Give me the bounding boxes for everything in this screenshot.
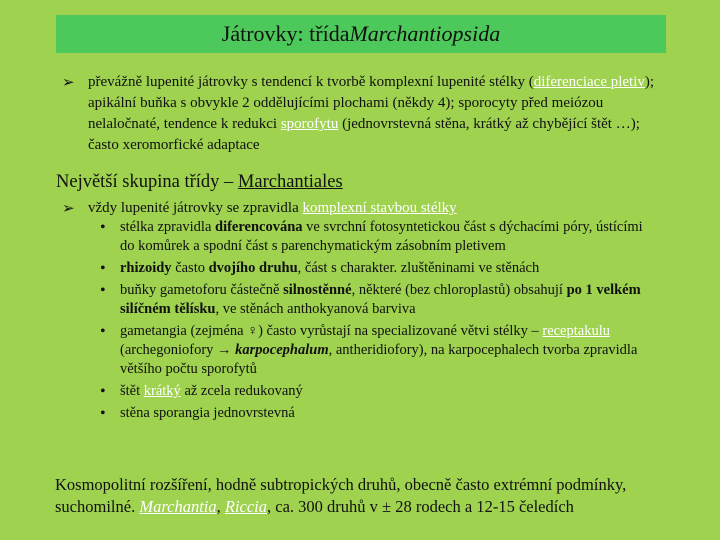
footer-paragraph (55, 474, 667, 518)
intro-text-3: (jednovrstevná stěna, krátký až chybějící štět …); často xeromorfické adaptace (88, 116, 640, 153)
lead-text: vždy lupenité játrovky se zpravidla (88, 200, 303, 216)
item-text: , ve stěnách anthokyanová barviva (215, 301, 416, 317)
item-bold: dvojího druhu (208, 260, 298, 276)
link-komplexni-stavbou-stelky[interactable]: komplexní stavbou stélky (302, 200, 457, 216)
link-marchantia[interactable]: Marchantia (139, 497, 217, 516)
footer-text-1: Kosmopolitní rozšíření, hodně subtropických druhů, obecně často extrémní podmínky, suchomilné. (55, 475, 627, 516)
item-text: ve svrchní fotosyntetickou část s dýchacími póry, ústícími do komůrek a spodní část s parenchymatickým zásobním pletivem (120, 219, 643, 254)
list-item (100, 322, 660, 379)
link-riccia[interactable]: Riccia (224, 497, 268, 516)
item-bold: diferencována (215, 219, 303, 235)
link-diferenciace-pletiv[interactable]: diferenciace pletiv (533, 74, 645, 90)
arrow-bullet-icon: ➢ (62, 201, 75, 217)
list-item (100, 218, 660, 256)
list-item (100, 382, 660, 401)
item-text: až zcela redukovaný (180, 383, 303, 399)
item-text: , některé (bez chloroplastů) obsahují (351, 282, 567, 298)
link-receptakulu[interactable]: receptakulu (542, 323, 610, 339)
item-text: (archegoniofory → (120, 342, 236, 358)
intro-paragraph (88, 72, 668, 156)
section-heading-text: Největší skupina třídy – (56, 172, 238, 192)
lead-line (88, 198, 668, 219)
footer-text-2: , ca. 300 druhů v ± 28 rodech a 12-15 čeledích (267, 497, 574, 516)
intro-text-1: převážně lupenité játrovky s tendencí k tvorbě komplexní lupenité stélky ( (88, 74, 534, 90)
footer-sep: , (216, 497, 225, 516)
item-text: , část s charakter. zluštěninami ve stěnách (297, 260, 540, 276)
title-prefix: Játrovky: třída (221, 21, 350, 46)
item-bold: silnostěnné (283, 282, 352, 298)
item-bold-italic: karpocephalum (235, 342, 329, 358)
link-sporofytu[interactable]: sporofytu (280, 116, 339, 132)
section-heading-underlined: Marchantiales (237, 172, 343, 192)
intro-text-2: ); apikální buňka s obvykle 2 oddělujícími plochami (někdy 4); sporocyty před meiózou nelaločnaté, tendence k redukci (88, 74, 655, 132)
item-bold: rhizoidy (120, 260, 172, 276)
item-text: gametangia (zejména ♀) často vyrůstají na specializované větvi stélky – (120, 323, 543, 339)
link-kratky[interactable]: krátký (143, 383, 181, 399)
item-text: stélka zpravidla (120, 219, 216, 235)
item-text: , antheridiofory), na karpocephalech tvorba zpravidla většího počtu sporofytů (120, 342, 638, 377)
item-bold: po 1 velkém silíčném tělísku (120, 282, 641, 317)
feature-list (100, 218, 660, 426)
item-text: stěna sporangia jednovrstevná (120, 405, 295, 421)
list-item (100, 281, 660, 319)
section-heading (56, 172, 343, 193)
item-text: často (171, 260, 209, 276)
slide-title (56, 15, 666, 53)
title-italic: Marchantiopsida (349, 21, 501, 46)
item-text: buňky gametoforu částečně (120, 282, 284, 298)
item-text: štět (120, 383, 144, 399)
list-item (100, 259, 660, 278)
list-item (100, 404, 660, 423)
arrow-bullet-icon: ➢ (62, 75, 75, 91)
